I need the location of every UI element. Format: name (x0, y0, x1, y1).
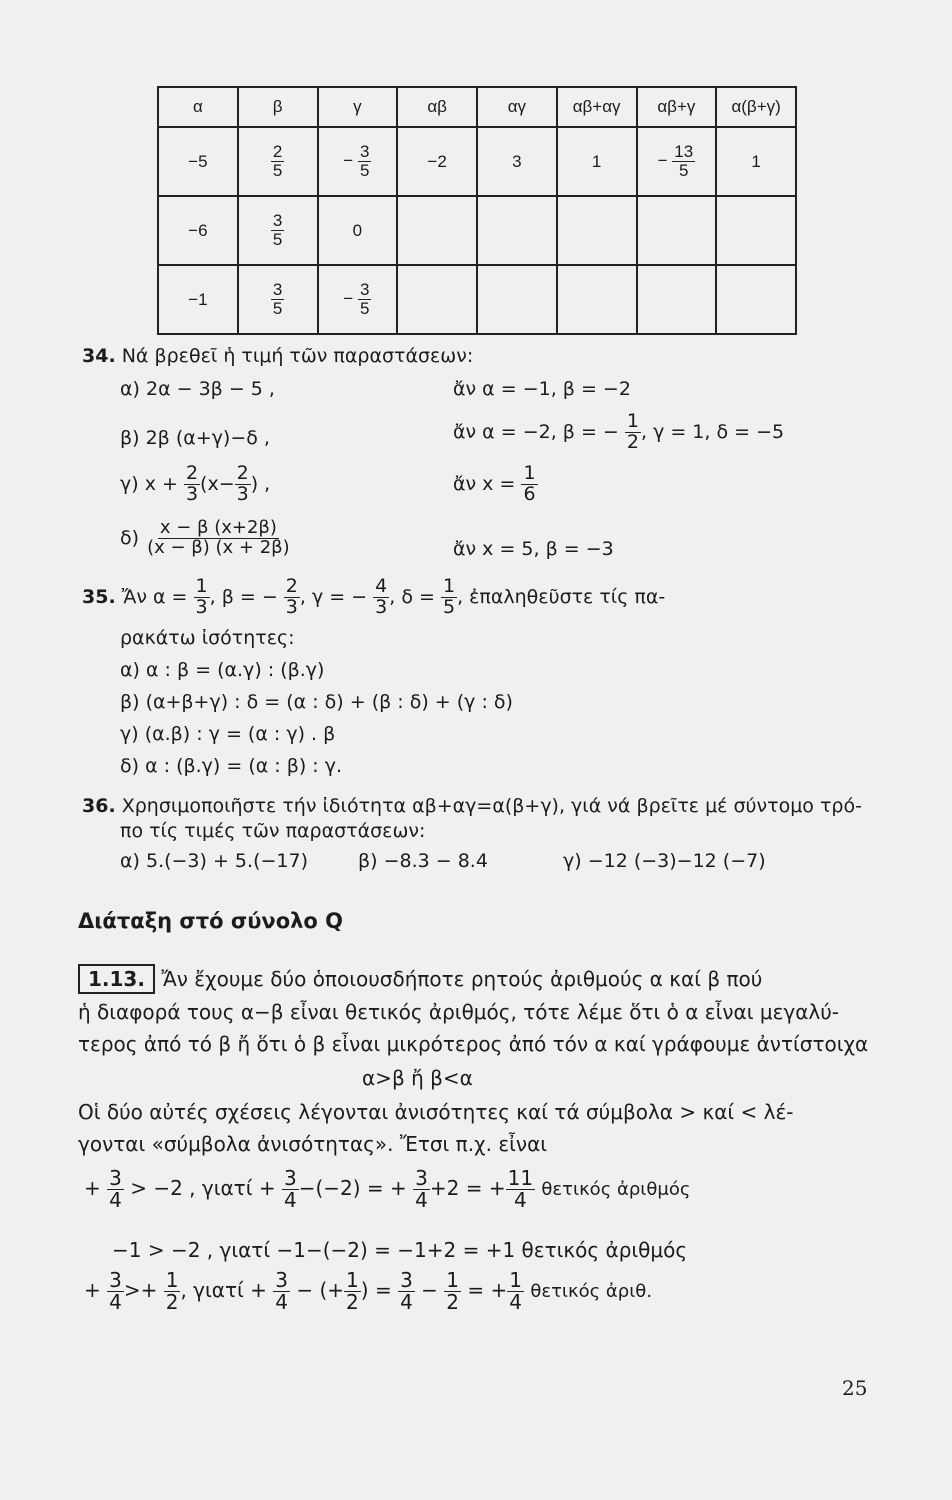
sign: − (343, 150, 354, 170)
example-text: θετικός ἀριθ. (530, 1281, 653, 1302)
numerator: 3 (109, 1268, 122, 1292)
exercise-35-c: γ) (α.β) : γ = (α : γ) . β (120, 723, 336, 745)
numerator: 4 (375, 575, 388, 597)
fraction (235, 464, 251, 505)
denominator: 5 (442, 595, 456, 618)
table-header-row (158, 87, 796, 127)
example-text: + (84, 1176, 101, 1200)
denominator: 3 (195, 595, 208, 618)
table-cell: 1 (716, 127, 796, 196)
table-header-cell: αβ+αγ (557, 87, 637, 127)
denominator: 4 (109, 1188, 122, 1212)
exercise-36-b: β) −8.3 − 8.4 (358, 850, 488, 872)
table-header-cell: αβ+γ (637, 87, 717, 127)
example-line-3 (84, 1270, 652, 1313)
numerator: 1 (165, 1268, 179, 1292)
fraction (164, 1270, 181, 1313)
fraction (194, 577, 210, 618)
page-number: 25 (842, 1376, 868, 1400)
fraction (625, 412, 641, 453)
example-text: −(−2) = + (298, 1176, 407, 1200)
denominator: 3 (375, 595, 388, 618)
expression-text: ) , (250, 472, 271, 495)
table-cell (477, 265, 557, 334)
denominator: 3 (185, 482, 199, 505)
exercise-34-c-condition (453, 464, 538, 505)
fraction (441, 577, 457, 618)
example-line-1 (84, 1168, 690, 1211)
denominator: 4 (275, 1290, 288, 1314)
example-text: + (84, 1278, 101, 1302)
denominator: 3 (236, 482, 249, 505)
exercise-34-b-condition (453, 412, 784, 453)
denominator: (x − β) (x + 2β) (147, 536, 290, 558)
fraction (507, 1270, 524, 1313)
denominator: 3 (285, 595, 298, 618)
condition-text: ἄν x = (453, 472, 516, 495)
example-text: − (+ (296, 1278, 345, 1302)
fraction (344, 1270, 361, 1313)
numerator: 2 (285, 575, 298, 597)
table-header-cell: β (238, 87, 318, 127)
example-line-2: −1 > −2 , γιατί −1−(−2) = −1+2 = +1 θετικός ἀριθμός (112, 1238, 688, 1262)
example-text: +2 = + (429, 1176, 506, 1200)
numerator: x − β (x+2β) (159, 517, 277, 538)
table-header-cell: αβ (397, 87, 477, 127)
denominator: 4 (109, 1290, 122, 1314)
numerator: 3 (400, 1268, 413, 1292)
table-cell (238, 196, 318, 265)
exercise-34-b-expression: β) 2β (α+γ)−δ , (120, 427, 270, 449)
table-cell: 3 (477, 127, 557, 196)
example-text: >+ (123, 1278, 158, 1302)
fraction (184, 464, 200, 505)
table-cell (557, 196, 637, 265)
fraction (271, 212, 284, 249)
denominator: 4 (509, 1290, 522, 1314)
paragraph-113-line4: Οἱ δύο αὐτές σχέσεις λέγονται ἀνισότητες καί τά σύμβολα > καί < λέ- (78, 1100, 794, 1124)
exercise-34-d-expression (120, 519, 292, 558)
numerator: 1 (509, 1268, 522, 1292)
example-text: θετικός ἀριθμός (541, 1179, 691, 1200)
fraction (672, 143, 695, 180)
exercise-34-a-expression: α) 2α − 3β − 5 , (120, 378, 275, 400)
intro-text: Ἄν α = (121, 585, 188, 608)
exercise-34-c-expression (120, 464, 270, 505)
table-cell (637, 127, 717, 196)
denominator: 4 (415, 1188, 428, 1212)
numerator: 13 (674, 142, 694, 162)
denominator: 5 (359, 299, 370, 318)
table-cell (397, 196, 477, 265)
paragraph-113-line1 (78, 964, 762, 994)
expression-text: γ) x + (120, 472, 178, 495)
table-cell (397, 265, 477, 334)
fraction (506, 1168, 535, 1211)
section-title: Διάταξη στό σύνολο Q (78, 909, 344, 933)
paragraph-number: 1.13. (78, 964, 155, 994)
fraction (145, 519, 292, 558)
numerator: 3 (272, 280, 283, 300)
fraction (398, 1270, 415, 1313)
exercise-number: 35. (82, 585, 116, 608)
exercise-title: Νά βρεθεῖ ἡ τιμή τῶν παραστάσεων: (121, 345, 474, 367)
denominator: 5 (272, 299, 283, 318)
table-cell (318, 265, 398, 334)
denominator: 5 (272, 230, 283, 249)
intro-text: , β = − (209, 585, 278, 608)
numerator: 3 (359, 142, 370, 162)
exercise-number: 36. (82, 795, 116, 817)
exercise-34-d-condition: ἄν x = 5, β = −3 (453, 538, 614, 560)
denominator: 2 (165, 1290, 179, 1314)
intro-text: , ἐπαληθεῦστε τίς πα- (457, 585, 666, 608)
denominator: 5 (359, 161, 370, 180)
fraction (271, 143, 284, 180)
fraction (107, 1168, 124, 1211)
table-header-cell: γ (318, 87, 398, 127)
exercise-35-line: ρακάτω ἰσότητες: (120, 627, 295, 649)
fraction (284, 577, 300, 618)
numerator: 3 (272, 211, 283, 231)
numerator: 1 (523, 462, 536, 484)
paragraph-113-line5: γονται «σύμβολα ἀνισότητας». Ἔτσι π.χ. εἶναι (78, 1132, 548, 1156)
exercise-35-d: δ) α : (β.γ) = (α : β) : γ. (120, 755, 343, 777)
values-table (157, 86, 797, 335)
exercise-36-line1 (82, 795, 862, 817)
numerator: 3 (415, 1166, 428, 1190)
exercise-35-b: β) (α+β+γ) : δ = (α : δ) + (β : δ) + (γ : δ) (120, 691, 513, 713)
table-header-cell: α(β+γ) (716, 87, 796, 127)
table-cell (716, 265, 796, 334)
paragraph-113-line3: τερος ἀπό τό β ἤ ὅτι ὁ β εἶναι μικρότερος ἀπό τόν α καί γράφουμε ἀντίστοιχα (78, 1032, 869, 1056)
paragraph-text: Ἄν ἔχουμε δύο ὁποιουσδήποτε ρητούς ἀριθμούς α καί β πού (161, 967, 763, 991)
denominator: 5 (272, 161, 283, 180)
table-cell (637, 196, 717, 265)
example-text: > −2 , γιατί + (130, 1176, 276, 1200)
fraction (521, 464, 537, 505)
denominator: 4 (513, 1188, 527, 1212)
table-header-cell: αγ (477, 87, 557, 127)
fraction (358, 281, 371, 318)
numerator: 3 (359, 280, 370, 300)
fraction (373, 577, 389, 618)
table-cell (716, 196, 796, 265)
sign: − (343, 288, 354, 308)
table-cell: 0 (318, 196, 398, 265)
exercise-35-intro (82, 577, 665, 618)
denominator: 4 (283, 1188, 297, 1212)
intro-text: , δ = (389, 585, 435, 608)
example-text: ) = (360, 1278, 392, 1302)
fraction (273, 1270, 290, 1313)
table-cell (238, 265, 318, 334)
table-row (158, 265, 796, 334)
exercise-35-a: α) α : β = (α.γ) : (β.γ) (120, 659, 325, 681)
numerator: 1 (346, 1268, 359, 1292)
denominator: 5 (678, 161, 689, 180)
exercise-34-heading (82, 345, 473, 367)
example-text: = + (467, 1278, 508, 1302)
numerator: 3 (275, 1268, 288, 1292)
numerator: 11 (507, 1166, 534, 1190)
example-text: , γιατί + (180, 1278, 267, 1302)
numerator: 1 (626, 410, 639, 432)
numerator: 1 (195, 575, 208, 597)
condition-text: , γ = 1, δ = −5 (640, 420, 785, 443)
denominator: 4 (400, 1290, 413, 1314)
item-label: δ) (120, 526, 140, 549)
exercise-number: 34. (82, 345, 116, 367)
table-cell: 1 (557, 127, 637, 196)
exercise-36-c: γ) −12 (−3)−12 (−7) (563, 850, 766, 872)
table-cell (637, 265, 717, 334)
table-cell (318, 127, 398, 196)
expression-text: (x− (200, 472, 235, 495)
sign: − (657, 150, 668, 170)
table-cell (238, 127, 318, 196)
fraction (107, 1270, 124, 1313)
table-cell: −2 (397, 127, 477, 196)
numerator: 1 (442, 575, 456, 597)
denominator: 2 (346, 1290, 359, 1314)
table-cell: −5 (158, 127, 238, 196)
table-row (158, 196, 796, 265)
paragraph-113-line2: ἡ διαφορά τους α−β εἶναι θετικός ἀριθμός, τότε λέμε ὅτι ὁ α εἶναι μεγαλύ- (78, 1000, 840, 1024)
fraction (358, 143, 371, 180)
exercise-36-a: α) 5.(−3) + 5.(−17) (120, 850, 308, 872)
exercise-34-a-condition: ἄν α = −1, β = −2 (453, 378, 631, 400)
table-cell (557, 265, 637, 334)
table-header-cell: α (158, 87, 238, 127)
denominator: 2 (446, 1290, 460, 1314)
fraction (282, 1168, 299, 1211)
inequality-notation: α>β ἤ β<α (362, 1066, 473, 1090)
exercise-36-line2: πο τίς τιμές τῶν παραστάσεων: (120, 820, 426, 842)
numerator: 1 (446, 1268, 460, 1292)
table-cell: −6 (158, 196, 238, 265)
denominator: 6 (523, 482, 536, 505)
fraction (413, 1168, 430, 1211)
example-text: − (421, 1278, 438, 1302)
numerator: 3 (109, 1166, 122, 1190)
numerator: 2 (185, 462, 199, 484)
exercise-text: Χρησιμοποιῆστε τήν ἰδιότητα αβ+αγ=α(β+γ), γιά νά βρεῖτε μέ σύντομο τρό- (121, 795, 862, 817)
numerator: 2 (236, 462, 249, 484)
denominator: 2 (626, 430, 639, 453)
condition-text: ἄν α = −2, β = − (453, 420, 619, 443)
table-cell (477, 196, 557, 265)
fraction (271, 281, 284, 318)
intro-text: , γ = − (299, 585, 368, 608)
table-row (158, 127, 796, 196)
numerator: 3 (283, 1166, 297, 1190)
fraction (444, 1270, 461, 1313)
table-cell: −1 (158, 265, 238, 334)
numerator: 2 (272, 142, 283, 162)
